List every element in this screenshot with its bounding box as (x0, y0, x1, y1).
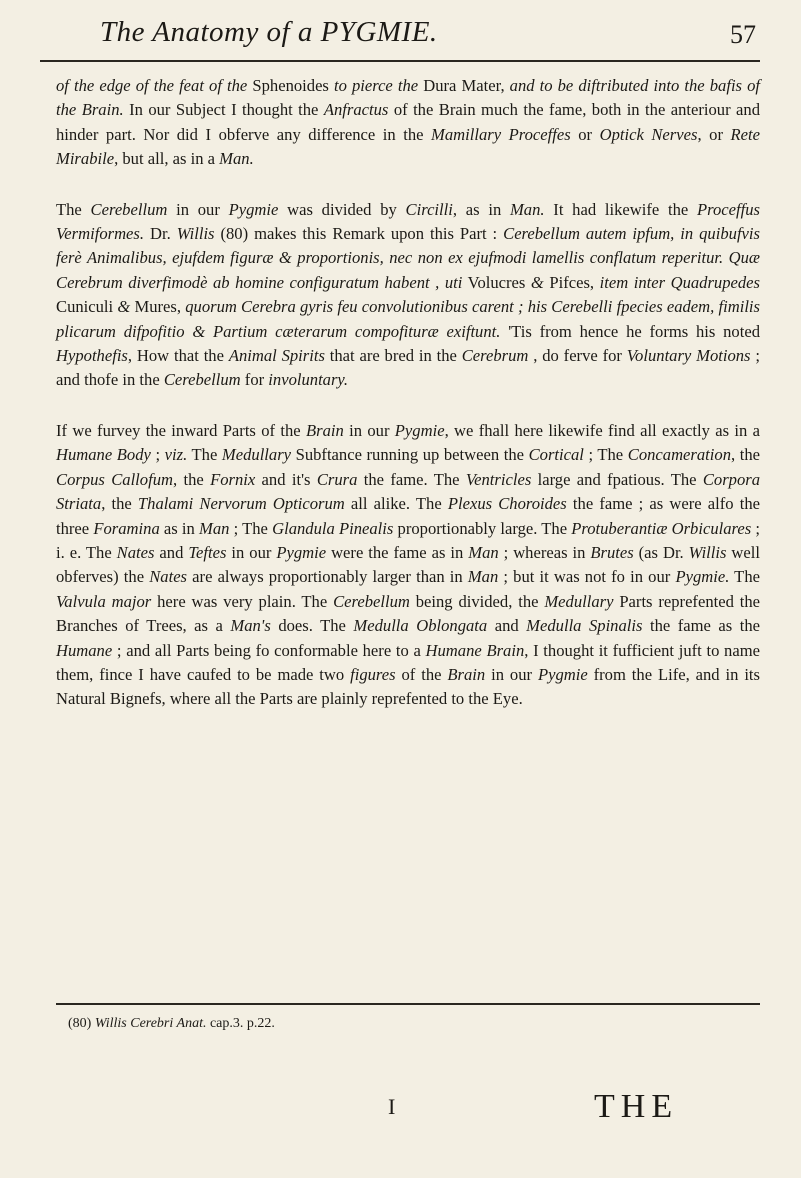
text-run: ; but it was not fo in our (498, 567, 676, 587)
footnote-mark: (80) (68, 1016, 92, 1031)
text-run: Optick Nerves (599, 124, 698, 144)
text-run: Humane (56, 640, 113, 660)
paragraph (56, 74, 760, 172)
text-run: , the (172, 469, 211, 489)
text-run: Man (467, 567, 499, 587)
text-run: Pygmie (276, 542, 327, 562)
text-run: of the (395, 664, 448, 684)
text-run: Medullary (221, 445, 292, 465)
text-run: In our Subject I thought the (123, 100, 324, 120)
text-run: Pygmie (537, 664, 588, 684)
footnote-work: Cerebri Anat. (130, 1016, 207, 1031)
text-run: and it's (255, 469, 317, 489)
text-run: the fame ; as were alfo the three (56, 494, 761, 538)
text-run: Cerebellum autem ipfum, in quibufvis ferè Animalibus, ejufdem figuræ & proportionis, nec non ex ejufmodi lamellis conflatum reperitur. Quæ Cerebrum diverfimodè ab homine configuratum habent , uti (56, 224, 760, 292)
text-run: Foramina (93, 518, 160, 538)
catchword: THE (594, 1088, 679, 1125)
text-run: item inter Quadrupedes (599, 272, 760, 292)
text-run: Cerebrum (461, 346, 529, 366)
text-run: Cerebellum (163, 370, 241, 390)
text-run: all alike. The (344, 494, 448, 514)
text-run: Cortical (528, 445, 584, 465)
text-run: the fame. The (357, 469, 466, 489)
text-run: Dura Mater, (423, 76, 510, 95)
text-run: , do ferve for (528, 346, 627, 366)
header-rule (40, 60, 760, 62)
text-run: Medulla Oblongata (353, 616, 488, 636)
text-run: Medulla Spinalis (526, 616, 643, 636)
text-run: Anfractus (323, 100, 389, 120)
footnote-ref: cap.3. p.22. (209, 1016, 275, 1031)
text-run: ; The (583, 445, 628, 465)
text-run: , the (731, 445, 760, 465)
text-run: Animal Spirits (228, 346, 325, 366)
text-run: (80) makes this Remark upon this Part : (214, 224, 504, 244)
text-run: of the Brain much the fame, both in the anteriour and hinder part. Nor did I obferve any difference in the (56, 100, 761, 144)
text-run: large and fpatious. The (531, 469, 703, 489)
running-title: The Anatomy of a PYGMIE. (100, 16, 438, 48)
text-run: was divided by (278, 199, 406, 219)
text-run: , but all, as in a (114, 149, 220, 169)
text-run: Rete Mirabile (56, 124, 760, 169)
text-run: Teftes (188, 542, 227, 562)
text-run: Subftance running up between the (291, 445, 529, 465)
body-text (56, 74, 760, 712)
text-run: Parts reprefented the Branches of Trees, as a (56, 591, 761, 636)
text-run: and (154, 542, 189, 562)
text-run: Hypothefis (56, 346, 128, 366)
text-run: Pygmie. (675, 567, 730, 587)
text-run: ; whereas in (498, 542, 591, 562)
text-run: Cerebellum (333, 591, 410, 611)
text-run: & (530, 272, 544, 292)
text-run: 'Tis from hence he forms his noted (500, 321, 760, 341)
text-run: involuntary. (268, 370, 349, 390)
text-run: Fornix (210, 469, 256, 489)
text-run: , I thought it fufficient juft to name them, fince I have caufed to be made two (56, 640, 760, 684)
text-run: Pifces, (543, 272, 600, 292)
text-run: Protuberantiæ Orbiculares (571, 518, 752, 538)
paragraph (56, 419, 760, 712)
text-run: If we furvey the inward Parts of the (56, 420, 306, 440)
text-run: well obferves) the (56, 542, 760, 587)
text-run: Mures, (130, 297, 186, 317)
text-run: Glandula Pinealis (272, 518, 394, 538)
text-run: for (240, 370, 269, 390)
text-run: Brain (305, 420, 344, 440)
text-run: Cuniculi (56, 297, 118, 317)
text-run: figures (350, 664, 396, 684)
text-run: Proceffus Vermiformes. (56, 199, 760, 244)
text-run: , or (697, 124, 731, 144)
text-run: Brutes (590, 542, 634, 562)
text-run: Plexus Choroides (447, 494, 567, 514)
text-run: of the edge of the feat of the (56, 76, 253, 95)
text-run: Valvula major (56, 591, 152, 611)
text-run: from the Life, and in its Natural Bignefs, where all the Parts are plainly reprefented to the Eye. (56, 664, 760, 709)
footnote (68, 1016, 275, 1032)
text-run: Nates (149, 567, 188, 587)
text-run: Brain (447, 664, 486, 684)
text-run: The (187, 445, 222, 465)
text-run: The (56, 199, 91, 219)
text-run: quorum Cerebra gyris feu convolutionibus carent ; his Cerebelli fpecies eadem, fimilis plicarum difpofitio & Partium cæterarum compofituræ exiftunt. (56, 297, 760, 341)
text-run: Pygmie (394, 420, 445, 440)
text-run: does. The (270, 616, 354, 636)
text-run: Thalami Nervorum Opticorum (137, 494, 345, 514)
text-run: It had likewife the (544, 199, 698, 219)
text-run: Willis (688, 542, 727, 562)
text-run: that are bred in the (324, 346, 462, 366)
text-run: Circilli (405, 199, 453, 219)
text-run: ; i. e. The (56, 518, 760, 562)
text-run: in our (343, 420, 395, 440)
text-run: ; (150, 445, 165, 465)
text-run: or (570, 124, 600, 144)
text-run: Cerebellum (90, 199, 168, 219)
text-run: , we fhall here likewife find all exactly as in a (444, 420, 760, 440)
text-run: & (117, 297, 131, 317)
text-run: in our (167, 199, 229, 219)
text-run: to pierce the (333, 76, 424, 95)
text-run: Corpora Striata (56, 469, 761, 514)
text-run: the fame as the (642, 616, 760, 636)
text-run: ; and all Parts being fo conformable here to a (112, 640, 426, 660)
text-run: ; The (229, 518, 273, 538)
text-run: Man (199, 518, 230, 538)
text-run: (as Dr. (633, 542, 689, 562)
running-header (40, 10, 760, 60)
text-run: Volucres (462, 272, 531, 292)
text-run: and to be diftributed into the bafis of the Brain. (56, 76, 760, 120)
text-run: and (487, 616, 527, 636)
paragraph (56, 198, 760, 393)
text-run: Dr. (144, 224, 177, 244)
text-run: being divided, the (409, 591, 545, 611)
text-run: Corpus Callofum (56, 469, 173, 489)
text-run: Man's (230, 616, 271, 636)
text-run: here was very plain. The (151, 591, 334, 611)
text-run: in our (226, 542, 277, 562)
text-run: Willis (176, 224, 215, 244)
text-run: Man. (219, 149, 254, 169)
text-run: Voluntary Motions (626, 346, 751, 366)
text-run: Humane Brain (425, 640, 525, 660)
text-run: Sphenoides (252, 76, 334, 95)
footnote-rule (56, 1003, 760, 1005)
text-run: Ventricles (465, 469, 532, 489)
signature-mark: I (388, 1094, 396, 1119)
text-run: Man (468, 542, 499, 562)
text-run: Humane Body (56, 445, 151, 465)
text-run: , the (101, 494, 138, 514)
text-run: , How that the (127, 346, 229, 366)
text-run: are always proportionably larger than in (187, 567, 468, 587)
text-run: , as in (452, 199, 510, 219)
text-run: as in (159, 518, 200, 538)
text-run: in our (485, 664, 538, 684)
text-run: Crura (316, 469, 358, 489)
footnote-author: Willis (94, 1016, 127, 1031)
text-run: viz. (164, 445, 188, 465)
text-run: proportionably large. The (393, 518, 572, 538)
text-run: The (729, 567, 760, 587)
text-run: Mamillary Proceffes (431, 124, 571, 144)
text-run: Man. (509, 199, 545, 219)
page-number: 57 (730, 20, 756, 49)
text-run: ; and thofe in the (56, 346, 760, 390)
text-run: Concameration (627, 445, 731, 465)
text-run: were the fame as in (326, 542, 469, 562)
text-run: Nates (116, 542, 155, 562)
text-run: Pygmie (228, 199, 279, 219)
text-run: Medullary (544, 591, 614, 611)
